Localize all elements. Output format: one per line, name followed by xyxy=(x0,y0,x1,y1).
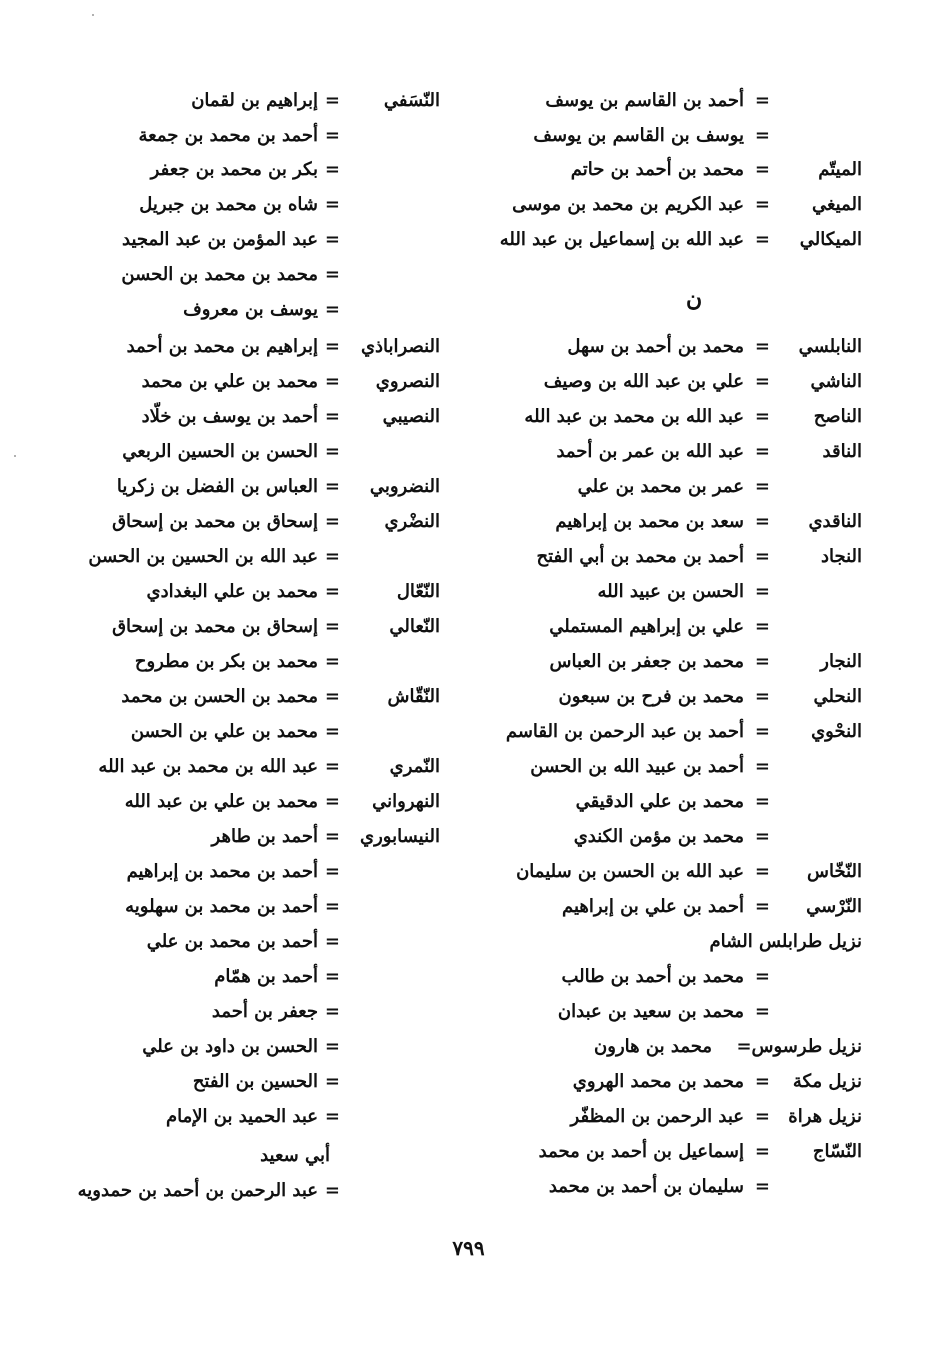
equals-sign: = xyxy=(324,125,340,146)
equals-sign: = xyxy=(754,90,770,111)
equals-sign: = xyxy=(754,791,770,812)
equals-sign: = xyxy=(324,791,340,812)
nisba-label: النصيبي xyxy=(382,406,440,427)
equals-sign: = xyxy=(754,686,770,707)
person-name: عبد الله بن محمد بن عبد الله xyxy=(98,756,318,777)
equals-sign: = xyxy=(754,441,770,462)
equals-sign: = xyxy=(324,1180,340,1201)
equals-sign: = xyxy=(324,194,340,215)
person-name: سعد بن محمد بن إبراهيم xyxy=(555,511,744,532)
person-name: أحمد بن علي بن إبراهيم xyxy=(561,896,744,917)
person-name: أحمد بن القاسم بن يوسف xyxy=(545,90,744,111)
entry-row xyxy=(60,787,440,817)
nisba-label: النجار xyxy=(820,651,862,672)
equals-sign: = xyxy=(324,896,340,917)
equals-sign: = xyxy=(324,581,340,602)
entry-row xyxy=(482,647,862,677)
equals-sign: = xyxy=(324,966,340,987)
person-name: أحمد بن عبيد الله بن الحسن xyxy=(530,756,744,777)
entry-row xyxy=(482,225,862,255)
person-name: محمد بن بكر بن مطروح xyxy=(134,651,318,672)
nisba-label: النّسّاج xyxy=(812,1141,862,1162)
entry-row xyxy=(482,752,862,782)
person-name: علي بن إبراهيم المستملي xyxy=(549,616,744,637)
entry-row xyxy=(482,507,862,537)
entry-row xyxy=(60,260,440,290)
section-letter: ن xyxy=(686,286,703,312)
entry-row xyxy=(482,1032,862,1062)
equals-sign: = xyxy=(754,159,770,180)
person-name: العباس بن الفضل بن زكريا xyxy=(116,476,318,497)
entry-row xyxy=(482,121,862,151)
entry-row xyxy=(60,752,440,782)
person-name: محمد بن هارون xyxy=(594,1036,712,1057)
equals-sign: = xyxy=(324,476,340,497)
entry-row xyxy=(60,507,440,537)
nisba-label: النضروبي xyxy=(369,476,440,497)
person-name: محمد بن أحمد بن طالب xyxy=(561,966,744,987)
equals-sign: = xyxy=(754,194,770,215)
entry-row xyxy=(60,155,440,185)
equals-sign: = xyxy=(754,826,770,847)
equals-sign: = xyxy=(324,931,340,952)
person-name: محمد بن مؤمن الكندي xyxy=(573,826,744,847)
equals-sign: = xyxy=(754,651,770,672)
person-name: إسماعيل بن أحمد بن محمد xyxy=(538,1141,744,1162)
entry-row xyxy=(60,822,440,852)
entry-row xyxy=(482,155,862,185)
entry-row xyxy=(482,892,862,922)
entry-row xyxy=(60,1067,440,1097)
equals-sign: = xyxy=(754,1071,770,1092)
entry-row xyxy=(482,1137,862,1167)
equals-sign: = xyxy=(754,476,770,497)
equals-sign: = xyxy=(324,371,340,392)
entry-row xyxy=(60,1102,440,1132)
entry-row xyxy=(60,1032,440,1062)
nisba-label: النضْري xyxy=(384,511,440,532)
entry-row xyxy=(482,437,862,467)
entry-row xyxy=(482,822,862,852)
person-name: أحمد بن محمد بن جمعة xyxy=(138,125,318,146)
right-column xyxy=(482,0,862,1372)
entry-row xyxy=(60,295,440,325)
person-name: عبد الله بن إسماعيل بن عبد الله xyxy=(499,229,744,250)
nisba-label: النّخّاس xyxy=(807,861,862,882)
person-name: الحسن بن عبيد الله xyxy=(597,581,744,602)
person-name: أحمد بن همّام xyxy=(214,966,318,987)
equals-sign: = xyxy=(324,406,340,427)
person-name: عمر بن محمد بن علي xyxy=(577,476,744,497)
entry-row xyxy=(60,402,440,432)
equals-sign: = xyxy=(324,511,340,532)
person-name: محمد بن سعيد بن عبدان xyxy=(557,1001,744,1022)
nisba-label: نزيل طرسوس= xyxy=(736,1036,862,1057)
person-name: أحمد بن عبد الرحمن بن القاسم xyxy=(505,721,744,742)
entry-row xyxy=(482,962,862,992)
equals-sign: = xyxy=(754,1001,770,1022)
person-name: أحمد بن محمد بن علي xyxy=(146,931,318,952)
equals-sign: = xyxy=(324,1106,340,1127)
equals-sign: = xyxy=(324,721,340,742)
scan-speck xyxy=(14,455,16,457)
person-name: يوسف بن القاسم بن يوسف xyxy=(533,125,744,146)
equals-sign: = xyxy=(754,125,770,146)
nisba-label: الميغي xyxy=(811,194,862,215)
entry-row xyxy=(482,717,862,747)
entry-row xyxy=(482,332,862,362)
equals-sign: = xyxy=(324,756,340,777)
equals-sign: = xyxy=(754,616,770,637)
person-name: علي بن عبد الله بن وصيف xyxy=(543,371,744,392)
equals-sign: = xyxy=(324,1001,340,1022)
nisba-label: الناشي xyxy=(810,371,862,392)
person-name: محمد بن علي بن الحسن xyxy=(130,721,318,742)
person-name: شاه بن محمد بن جبريل xyxy=(139,194,318,215)
equals-sign: = xyxy=(754,336,770,357)
entry-row xyxy=(60,86,440,116)
person-name: محمد بن علي بن محمد xyxy=(141,371,318,392)
entry-row xyxy=(482,1102,862,1132)
person-name: عبد الله بن الحسن بن سليمان xyxy=(516,861,744,882)
nisba-label: النّرْسي xyxy=(806,896,862,917)
entry-row xyxy=(60,577,440,607)
entry-row xyxy=(60,857,440,887)
nisba-label: النيسابوري xyxy=(360,826,440,847)
nisba-label: النصراباذي xyxy=(360,336,440,357)
person-name: إبراهيم بن محمد بن أحمد xyxy=(126,336,318,357)
equals-sign: = xyxy=(324,229,340,250)
nisba-label: الميتّم xyxy=(818,159,862,180)
person-name: الحسن بن داود بن علي xyxy=(142,1036,318,1057)
nisba-label: النهرواني xyxy=(372,791,440,812)
entry-row xyxy=(60,612,440,642)
equals-sign: = xyxy=(754,756,770,777)
person-name: عبد الله بن عمر بن أحمد xyxy=(556,441,744,462)
person-name: عبد الرحمن بن المظفّر xyxy=(570,1106,744,1127)
entry-row xyxy=(60,367,440,397)
person-name: أحمد بن محمد بن إبراهيم xyxy=(126,861,318,882)
equals-sign: = xyxy=(324,441,340,462)
entry-row xyxy=(482,612,862,642)
nisba-label: النّقّاش xyxy=(387,686,440,707)
nisba-label: النصروي xyxy=(375,371,440,392)
entry-row xyxy=(60,997,440,1027)
entry-row xyxy=(482,1172,862,1202)
equals-sign: = xyxy=(754,511,770,532)
person-name: محمد بن جعفر بن العباس xyxy=(549,651,744,672)
entry-row xyxy=(482,997,862,1027)
equals-sign: = xyxy=(754,1141,770,1162)
person-name: محمد بن الحسن بن محمد xyxy=(121,686,318,707)
equals-sign: = xyxy=(324,861,340,882)
person-name: عبد الكريم بن محمد بن موسى xyxy=(512,194,744,215)
equals-sign: = xyxy=(754,229,770,250)
nisba-label: النّعّال xyxy=(396,581,440,602)
person-name: محمد بن محمد الهروي xyxy=(572,1071,744,1092)
nisba-label: نزيل هراة xyxy=(788,1106,862,1127)
person-name: يوسف بن معروف xyxy=(183,299,318,320)
entry-row xyxy=(60,472,440,502)
person-name: محمد بن علي بن عبد الله xyxy=(124,791,318,812)
person-name: أبي سعيد xyxy=(260,1145,330,1166)
person-name: أحمد بن طاهر xyxy=(211,826,318,847)
person-name: محمد بن أحمد بن سهل xyxy=(567,336,744,357)
person-name: محمد بن محمد بن الحسن xyxy=(121,264,318,285)
entry-row xyxy=(482,927,862,957)
person-name: عبد الله بن الحسين بن الحسن xyxy=(88,546,318,567)
nisba-label: الميكالي xyxy=(799,229,862,250)
person-name: سليمان بن أحمد بن محمد xyxy=(548,1176,744,1197)
equals-sign: = xyxy=(754,1106,770,1127)
person-name: إبراهيم بن لقمان xyxy=(191,90,318,111)
entry-row xyxy=(482,367,862,397)
entry-row xyxy=(482,1067,862,1097)
equals-sign: = xyxy=(324,651,340,672)
equals-sign: = xyxy=(754,581,770,602)
equals-sign: = xyxy=(324,336,340,357)
entry-row xyxy=(60,892,440,922)
nisba-label: النّعالي xyxy=(389,616,440,637)
person-name: الحسين بن الفتح xyxy=(192,1071,318,1092)
entry-row xyxy=(482,472,862,502)
equals-sign: = xyxy=(324,616,340,637)
person-name: عبد الرحمن بن أحمد بن حمدويه xyxy=(77,1180,318,1201)
equals-sign: = xyxy=(324,826,340,847)
entry-row xyxy=(482,402,862,432)
entry-row xyxy=(482,857,862,887)
entry-row xyxy=(60,121,440,151)
entry-row xyxy=(60,225,440,255)
person-name: عبد الله بن محمد بن عبد الله xyxy=(524,406,744,427)
equals-sign: = xyxy=(754,406,770,427)
person-name: أحمد بن محمد بن أبي الفتح xyxy=(536,546,744,567)
equals-sign: = xyxy=(324,546,340,567)
person-name: أحمد بن محمد بن سهلويه xyxy=(125,896,318,917)
entry-row xyxy=(60,682,440,712)
equals-sign: = xyxy=(754,861,770,882)
person-name: محمد بن فرح بن سبعون xyxy=(558,686,744,707)
person-name: محمد بن علي البغدادي xyxy=(146,581,318,602)
entry-row xyxy=(60,962,440,992)
entry-row xyxy=(60,927,440,957)
entry-row xyxy=(482,682,862,712)
equals-sign: = xyxy=(754,1176,770,1197)
nisba-label: الناصح xyxy=(813,406,862,427)
person-name: أحمد بن يوسف بن خلّاد xyxy=(141,406,318,427)
nisba-label: النّسَفي xyxy=(383,90,440,111)
equals-sign: = xyxy=(324,686,340,707)
entry-row xyxy=(60,332,440,362)
nisba-label: نزيل طرابلس الشام xyxy=(709,931,862,952)
person-name: عبد المؤمن بن عبد المجيد xyxy=(122,229,318,250)
person-name: الحسن بن الحسين الربعي xyxy=(122,441,318,462)
person-name: محمد بن علي الدقيقي xyxy=(575,791,744,812)
equals-sign: = xyxy=(754,546,770,567)
equals-sign: = xyxy=(324,1071,340,1092)
equals-sign: = xyxy=(754,966,770,987)
entry-row xyxy=(60,717,440,747)
equals-sign: = xyxy=(324,159,340,180)
nisba-label: النحْوي xyxy=(811,721,862,742)
equals-sign: = xyxy=(324,90,340,111)
left-column xyxy=(60,0,440,1372)
page-number: ٧٩٩ xyxy=(452,1236,485,1260)
person-name: محمد بن أحمد بن حاتم xyxy=(570,159,744,180)
person-name: إسحاق بن محمد بن إسحاق xyxy=(112,616,318,637)
nisba-label: النّمري xyxy=(389,756,440,777)
equals-sign: = xyxy=(754,721,770,742)
nisba-label: النابلسي xyxy=(798,336,862,357)
entry-row xyxy=(482,542,862,572)
entry-row xyxy=(60,542,440,572)
equals-sign: = xyxy=(754,896,770,917)
nisba-label: نزيل مكة xyxy=(792,1071,862,1092)
entry-row xyxy=(482,86,862,116)
person-name: جعفر بن أحمد xyxy=(211,1001,318,1022)
nisba-label: الناقدي xyxy=(808,511,862,532)
entry-row xyxy=(482,577,862,607)
equals-sign: = xyxy=(324,264,340,285)
entry-row xyxy=(60,1176,440,1206)
person-name: بكر بن محمد بن جعفر xyxy=(150,159,318,180)
equals-sign: = xyxy=(754,371,770,392)
entry-row xyxy=(60,190,440,220)
person-name: عبد الحميد بن الإمام xyxy=(165,1106,318,1127)
person-name: إسحاق بن محمد بن إسحاق xyxy=(112,511,318,532)
entry-row xyxy=(60,437,440,467)
entry-row xyxy=(60,647,440,677)
entry-row xyxy=(482,190,862,220)
equals-sign: = xyxy=(324,299,340,320)
nisba-label: الناقد xyxy=(822,441,862,462)
equals-sign: = xyxy=(324,1036,340,1057)
entry-row xyxy=(60,1141,440,1171)
nisba-label: النجاد xyxy=(820,546,862,567)
entry-row xyxy=(482,787,862,817)
nisba-label: النحلي xyxy=(813,686,862,707)
